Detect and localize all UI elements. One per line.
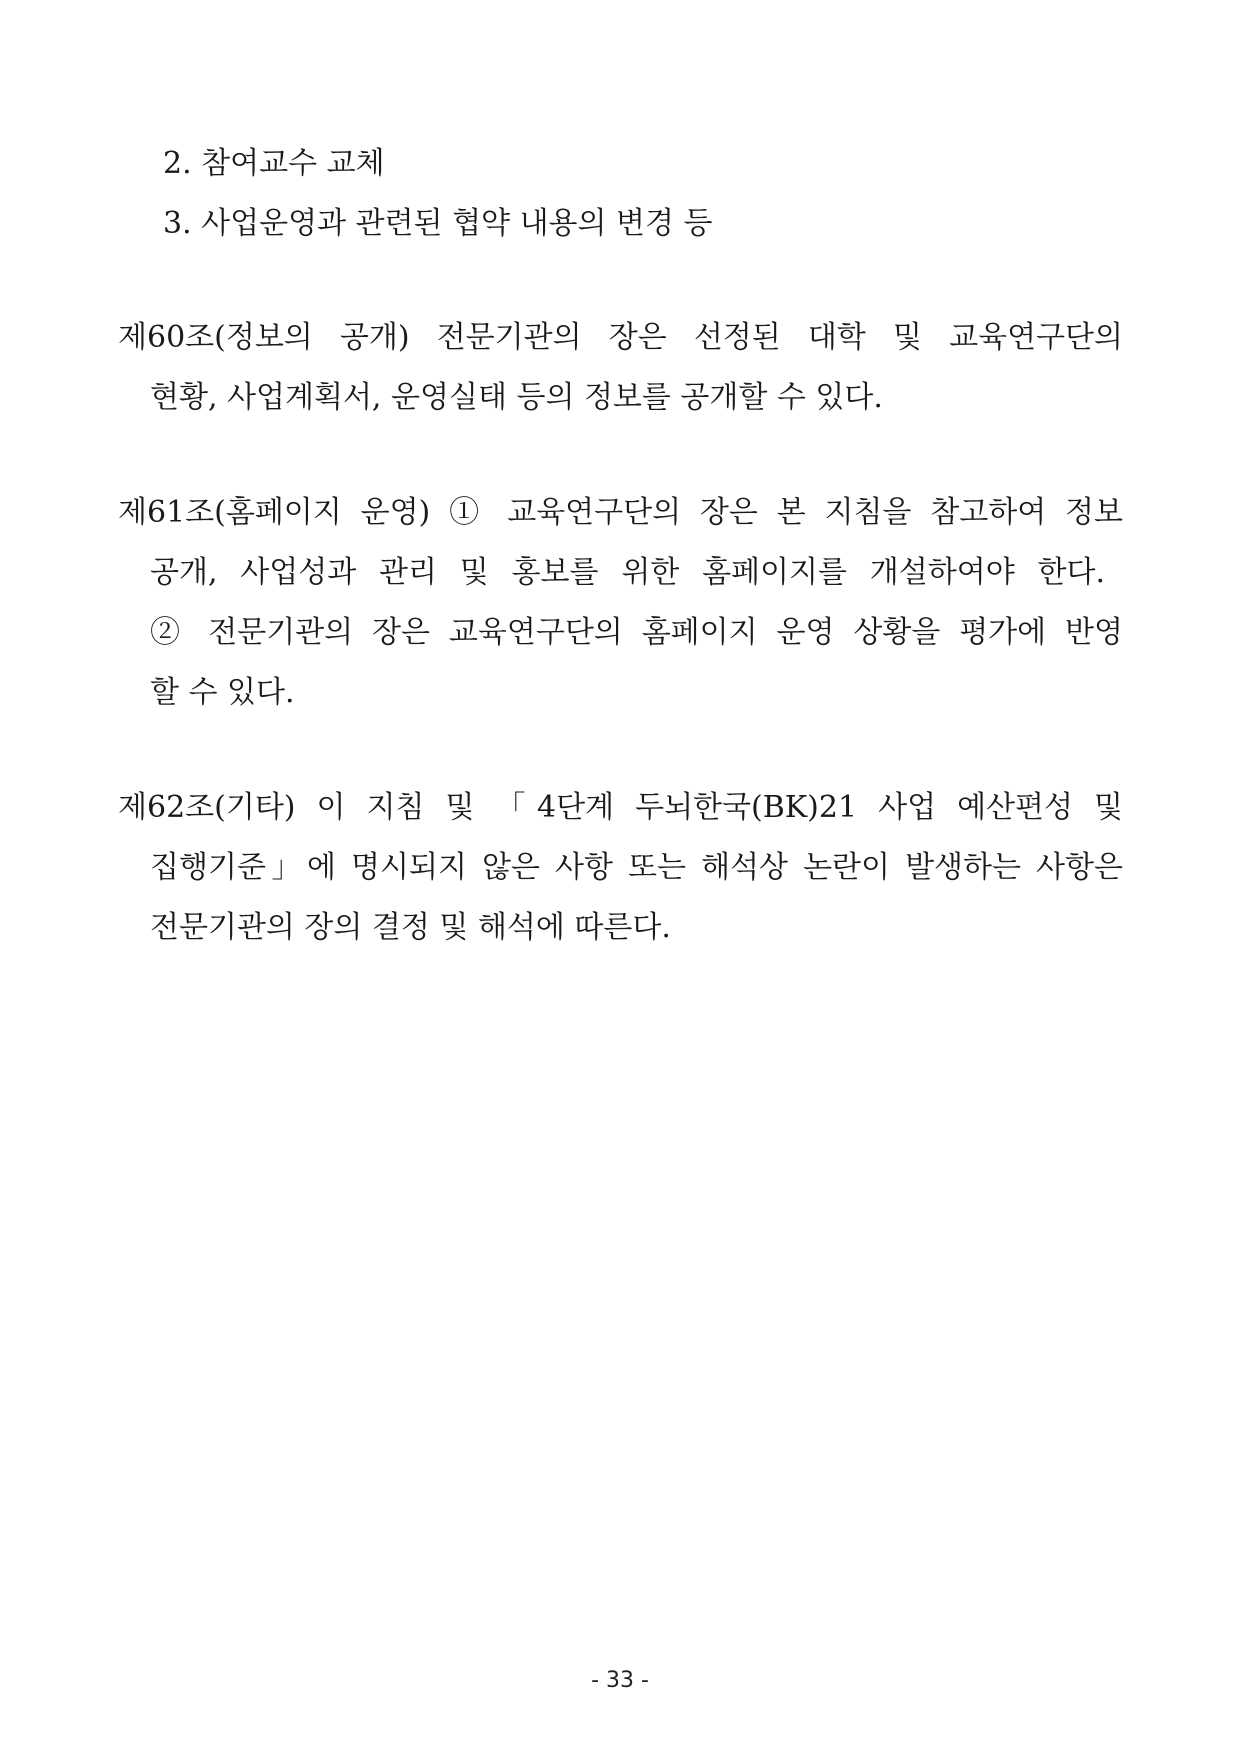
article-line: 제62조(기타) 이 지침 및 「4단계 두뇌한국(BK)21 사업 예산편성 및 bbox=[118, 790, 1123, 825]
list-item: 3. 사업운영과 관련된 협약 내용의 변경 등 bbox=[163, 206, 713, 241]
page-number: - 33 - bbox=[591, 1668, 649, 1693]
article-line: 제60조(정보의 공개) 전문기관의 장은 선정된 대학 및 교육연구단의 bbox=[118, 320, 1123, 355]
article-line: 전문기관의 장의 결정 및 해석에 따른다. bbox=[150, 910, 671, 945]
article-line: 공개, 사업성과 관리 및 홍보를 위한 홈페이지를 개설하여야 한다. bbox=[150, 555, 1105, 590]
article-line: 할 수 있다. bbox=[150, 675, 295, 710]
article-line: 현황, 사업계획서, 운영실태 등의 정보를 공개할 수 있다. bbox=[150, 380, 883, 415]
article-line: 집행기준」에 명시되지 않은 사항 또는 해석상 논란이 발생하는 사항은 bbox=[150, 850, 1123, 885]
article-line: 제61조(홈페이지 운영) ① 교육연구단의 장은 본 지침을 참고하여 정보 bbox=[118, 495, 1123, 530]
article-line: ② 전문기관의 장은 교육연구단의 홈페이지 운영 상황을 평가에 반영 bbox=[150, 615, 1123, 650]
list-item: 2. 참여교수 교체 bbox=[163, 146, 385, 181]
